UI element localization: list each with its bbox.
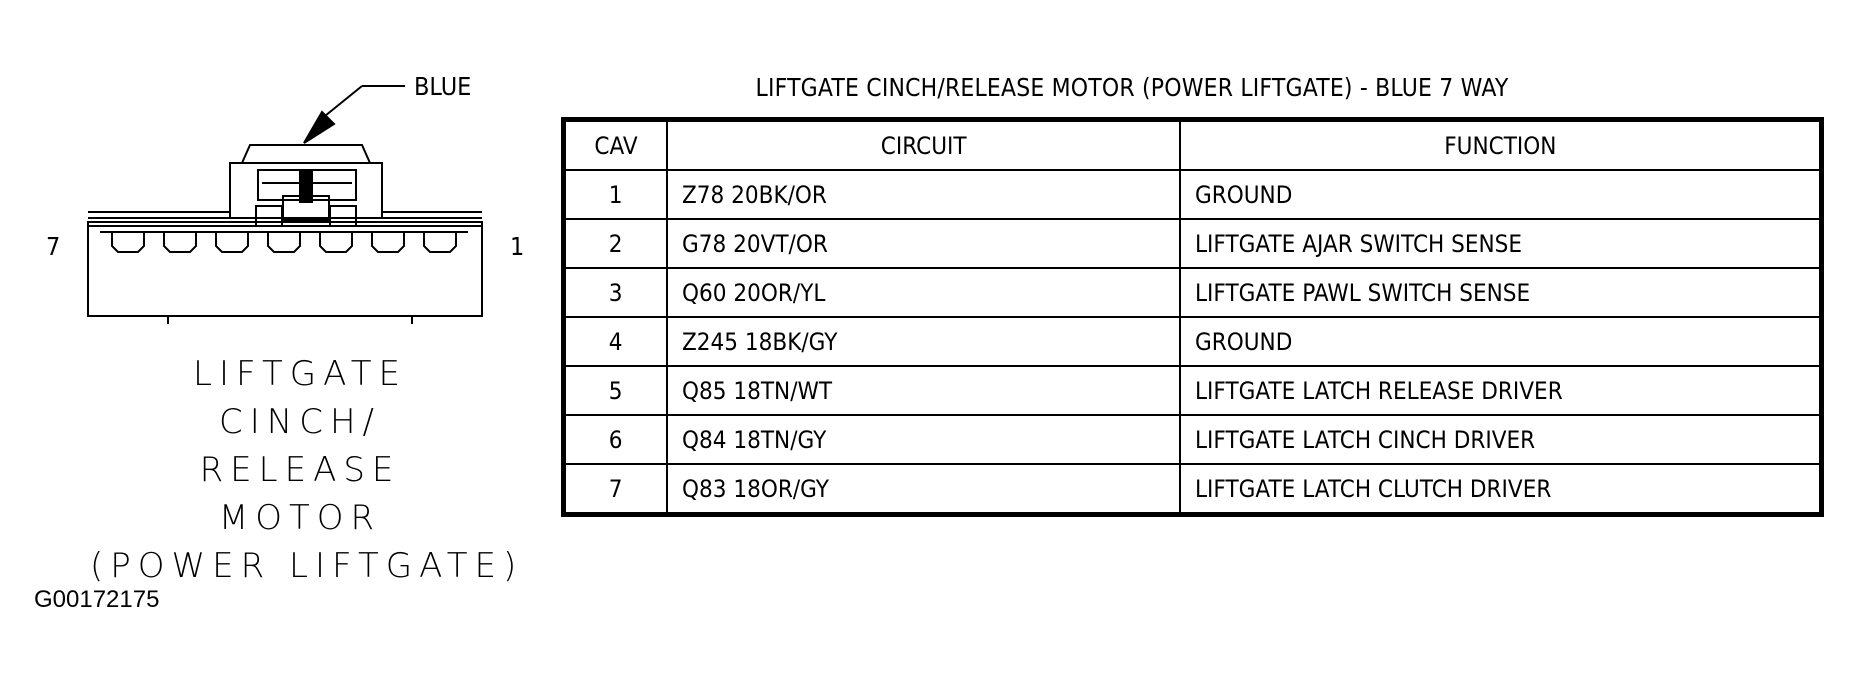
cell-cav: 4 xyxy=(564,317,668,366)
cell-cav: 5 xyxy=(564,366,668,415)
cell-cav: 2 xyxy=(564,219,668,268)
cavity-5 xyxy=(216,232,248,252)
cavity-4 xyxy=(268,232,300,252)
cell-cav: 6 xyxy=(564,415,668,464)
cell-function: LIFTGATE PAWL SWITCH SENSE xyxy=(1180,268,1822,317)
cell-function: GROUND xyxy=(1180,170,1822,219)
cell-circuit: Z78 20BK/OR xyxy=(667,170,1180,219)
connector-top-housing xyxy=(242,145,370,163)
table-row xyxy=(564,366,1822,415)
component-name-line: RELEASE xyxy=(199,450,401,490)
pin-1-label: 1 xyxy=(510,232,525,261)
component-name-line: CINCH/ xyxy=(219,402,381,442)
cell-function: LIFTGATE LATCH CINCH DRIVER xyxy=(1180,415,1822,464)
pinout-table xyxy=(561,117,1824,517)
table-title: LIFTGATE CINCH/RELEASE MOTOR (POWER LIFTGATE) - BLUE 7 WAY xyxy=(755,73,1509,102)
cavity-3 xyxy=(320,232,352,252)
cell-circuit: Z245 18BK/GY xyxy=(667,317,1180,366)
component-name-line: MOTOR xyxy=(218,498,382,538)
cell-circuit: Q60 20OR/YL xyxy=(667,268,1180,317)
header-cav: CAV xyxy=(564,120,668,171)
pin-7-label: 7 xyxy=(46,232,61,261)
connector-body xyxy=(88,222,482,316)
cell-cav: 1 xyxy=(564,170,668,219)
cell-circuit: G78 20VT/OR xyxy=(667,219,1180,268)
table-row xyxy=(564,464,1822,515)
color-callout-label: BLUE xyxy=(414,72,472,101)
cavity-1 xyxy=(424,232,456,252)
table-row xyxy=(564,219,1822,268)
table-header-row xyxy=(564,120,1822,171)
cell-cav: 3 xyxy=(564,268,668,317)
cell-function: LIFTGATE AJAR SWITCH SENSE xyxy=(1180,219,1822,268)
cell-function: LIFTGATE LATCH CLUTCH DRIVER xyxy=(1180,464,1822,515)
component-name xyxy=(90,350,524,590)
component-name-line: (POWER LIFTGATE) xyxy=(90,546,524,586)
table-row xyxy=(564,415,1822,464)
cell-function: GROUND xyxy=(1180,317,1822,366)
cell-circuit: Q83 18OR/GY xyxy=(667,464,1180,515)
cell-circuit: Q85 18TN/WT xyxy=(667,366,1180,415)
cell-cav: 7 xyxy=(564,464,668,515)
cell-function: LIFTGATE LATCH RELEASE DRIVER xyxy=(1180,366,1822,415)
callout-arrowhead xyxy=(304,112,334,143)
cell-circuit: Q84 18TN/GY xyxy=(667,415,1180,464)
component-name-line: LIFTGATE xyxy=(193,354,407,394)
header-circuit: CIRCUIT xyxy=(667,120,1180,171)
table-row xyxy=(564,268,1822,317)
header-function: FUNCTION xyxy=(1180,120,1822,171)
cavity-2 xyxy=(372,232,404,252)
cavity-6 xyxy=(164,232,196,252)
cavity-7 xyxy=(112,232,144,252)
table-row xyxy=(564,170,1822,219)
connector-face-drawing xyxy=(0,0,560,340)
figure-id: G00172175 xyxy=(34,586,160,613)
table-row xyxy=(564,317,1822,366)
